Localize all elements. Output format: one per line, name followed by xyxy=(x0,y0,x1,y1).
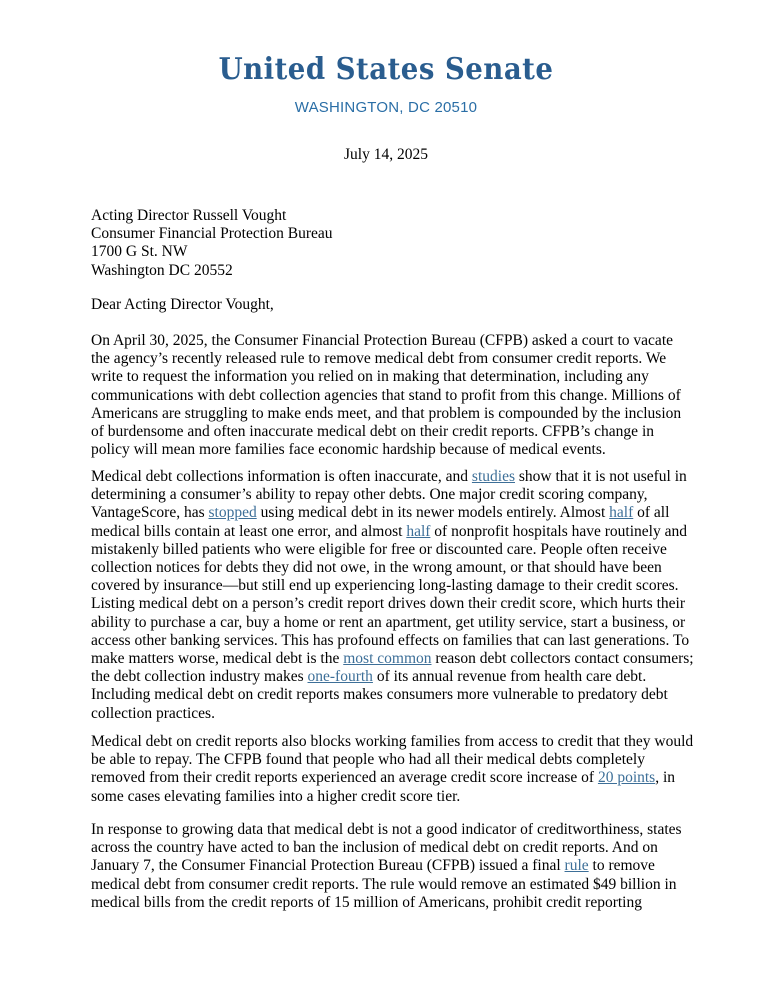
text-line: medical bills from the credit reports of 15 million of Americans, prohibit credit reporting xyxy=(91,893,642,911)
text-line: collection practices. xyxy=(91,704,215,722)
text-line: be able to repay. The CFPB found that people who had all their medical debts completely xyxy=(91,751,645,769)
text-line xyxy=(91,523,691,541)
text-segment: removed from their credit reports experienced an average credit score increase of xyxy=(91,769,598,787)
recipient-address xyxy=(91,207,691,280)
letter-date: July 14, 2025 xyxy=(344,146,428,163)
text-line: medical debt from consumer credit reports. The rule would remove an estimated $49 billion in xyxy=(91,875,677,893)
text-segment: of its annual revenue from health care debt. xyxy=(372,668,647,686)
text-segment: make matters worse, medical debt is the xyxy=(91,650,344,668)
most-common-link[interactable]: most common xyxy=(343,650,432,668)
text-line xyxy=(91,468,691,486)
stopped-link[interactable]: stopped xyxy=(208,504,257,522)
text-segment: using medical debt in its newer models entirely. Almost xyxy=(256,504,610,522)
recipient-line: 1700 G St. NW xyxy=(91,243,188,261)
text-line: Medical debt on credit reports also blocks working families from access to credit that they would xyxy=(91,733,694,750)
text-line: Americans are struggling to make ends meet, and that problem is compounded by the inclusion xyxy=(91,404,682,422)
letterhead-title: United States Senate xyxy=(218,52,554,87)
text-line: mistakenly billed patients who were eligible for free or discounted care. People often receive xyxy=(91,540,667,558)
text-line: some cases elevating families into a higher credit score tier. xyxy=(91,787,461,805)
text-line xyxy=(91,650,694,668)
text-line: access other banking services. This has profound effects on families that can last generations. To xyxy=(91,631,690,649)
recipient-line: Consumer Financial Protection Bureau xyxy=(91,225,333,243)
text-segment: January 7, the Consumer Financial Protection Bureau (CFPB) issued a final xyxy=(91,857,565,875)
paragraph-4 xyxy=(91,821,691,912)
half-link-medical-bills[interactable]: half xyxy=(609,504,634,522)
text-line xyxy=(91,504,691,522)
text-line: communications with debt collection agencies that stand to profit from this change. Millions of xyxy=(91,386,681,404)
text-line: collection notices for debts they did not owe, in the wrong amount, or that should have been xyxy=(91,559,662,577)
text-segment: to remove xyxy=(588,857,655,875)
text-segment: medical bills contain at least one error, and almost xyxy=(91,522,407,540)
recipient-line: Acting Director Russell Vought xyxy=(91,207,287,224)
salutation: Dear Acting Director Vought, xyxy=(91,296,274,313)
recipient-line: Washington DC 20552 xyxy=(91,261,233,279)
letterhead-address: WASHINGTON, DC 20510 xyxy=(294,99,478,116)
text-line: across the country have acted to ban the inclusion of medical debt on credit reports. And on xyxy=(91,839,658,857)
text-line: ability to purchase a car, buy a home or rent an apartment, get utility service, start a business, or xyxy=(91,613,686,631)
rule-link[interactable]: rule xyxy=(564,857,589,875)
text-segment: of nonprofit hospitals have routinely and xyxy=(430,522,687,540)
text-line: On April 30, 2025, the Consumer Financial Protection Bureau (CFPB) asked a court to vacate xyxy=(91,332,673,349)
paragraph-2 xyxy=(91,468,694,723)
text-segment: Medical debt collections information is often inaccurate, and xyxy=(91,468,472,485)
text-segment: reason debt collectors contact consumers; xyxy=(431,650,694,668)
text-segment: VantageScore, has xyxy=(91,504,209,522)
text-line: policy will mean more families face economic hardship because of medical events. xyxy=(91,441,606,459)
20-points-link[interactable]: 20 points xyxy=(597,769,656,787)
text-line: the agency’s recently released rule to remove medical debt from consumer credit reports. We xyxy=(91,350,667,368)
studies-link[interactable]: studies xyxy=(471,468,515,485)
text-line: determining a consumer’s ability to repay other debts. One major credit scoring company, xyxy=(91,486,648,504)
text-line xyxy=(91,668,691,686)
text-line: of burdensome and often inaccurate medical debt on their credit reports. CFPB’s change in xyxy=(91,423,654,441)
text-segment: the debt collection industry makes xyxy=(91,668,308,686)
text-line: covered by insurance—but still end up experiencing long-lasting damage to their credit scores. xyxy=(91,577,679,595)
text-segment: show that it is not useful in xyxy=(514,468,687,485)
text-line: Listing medical debt on a person’s credit report drives down their credit score, which hurts their xyxy=(91,595,685,613)
text-line: In response to growing data that medical debt is not a good indicator of creditworthiness, states xyxy=(91,821,682,838)
text-line xyxy=(91,769,691,787)
text-segment: of all xyxy=(633,504,670,522)
text-segment: , in xyxy=(655,769,676,787)
text-line xyxy=(91,857,691,875)
half-link-hospitals[interactable]: half xyxy=(406,522,431,540)
text-line: Including medical debt on credit reports makes consumers more vulnerable to predatory debt xyxy=(91,686,668,704)
one-fourth-link[interactable]: one-fourth xyxy=(307,668,373,686)
paragraph-3 xyxy=(91,733,694,806)
text-line: write to request the information you relied on in making that determination, including any xyxy=(91,368,649,386)
paragraph-1 xyxy=(91,332,691,459)
